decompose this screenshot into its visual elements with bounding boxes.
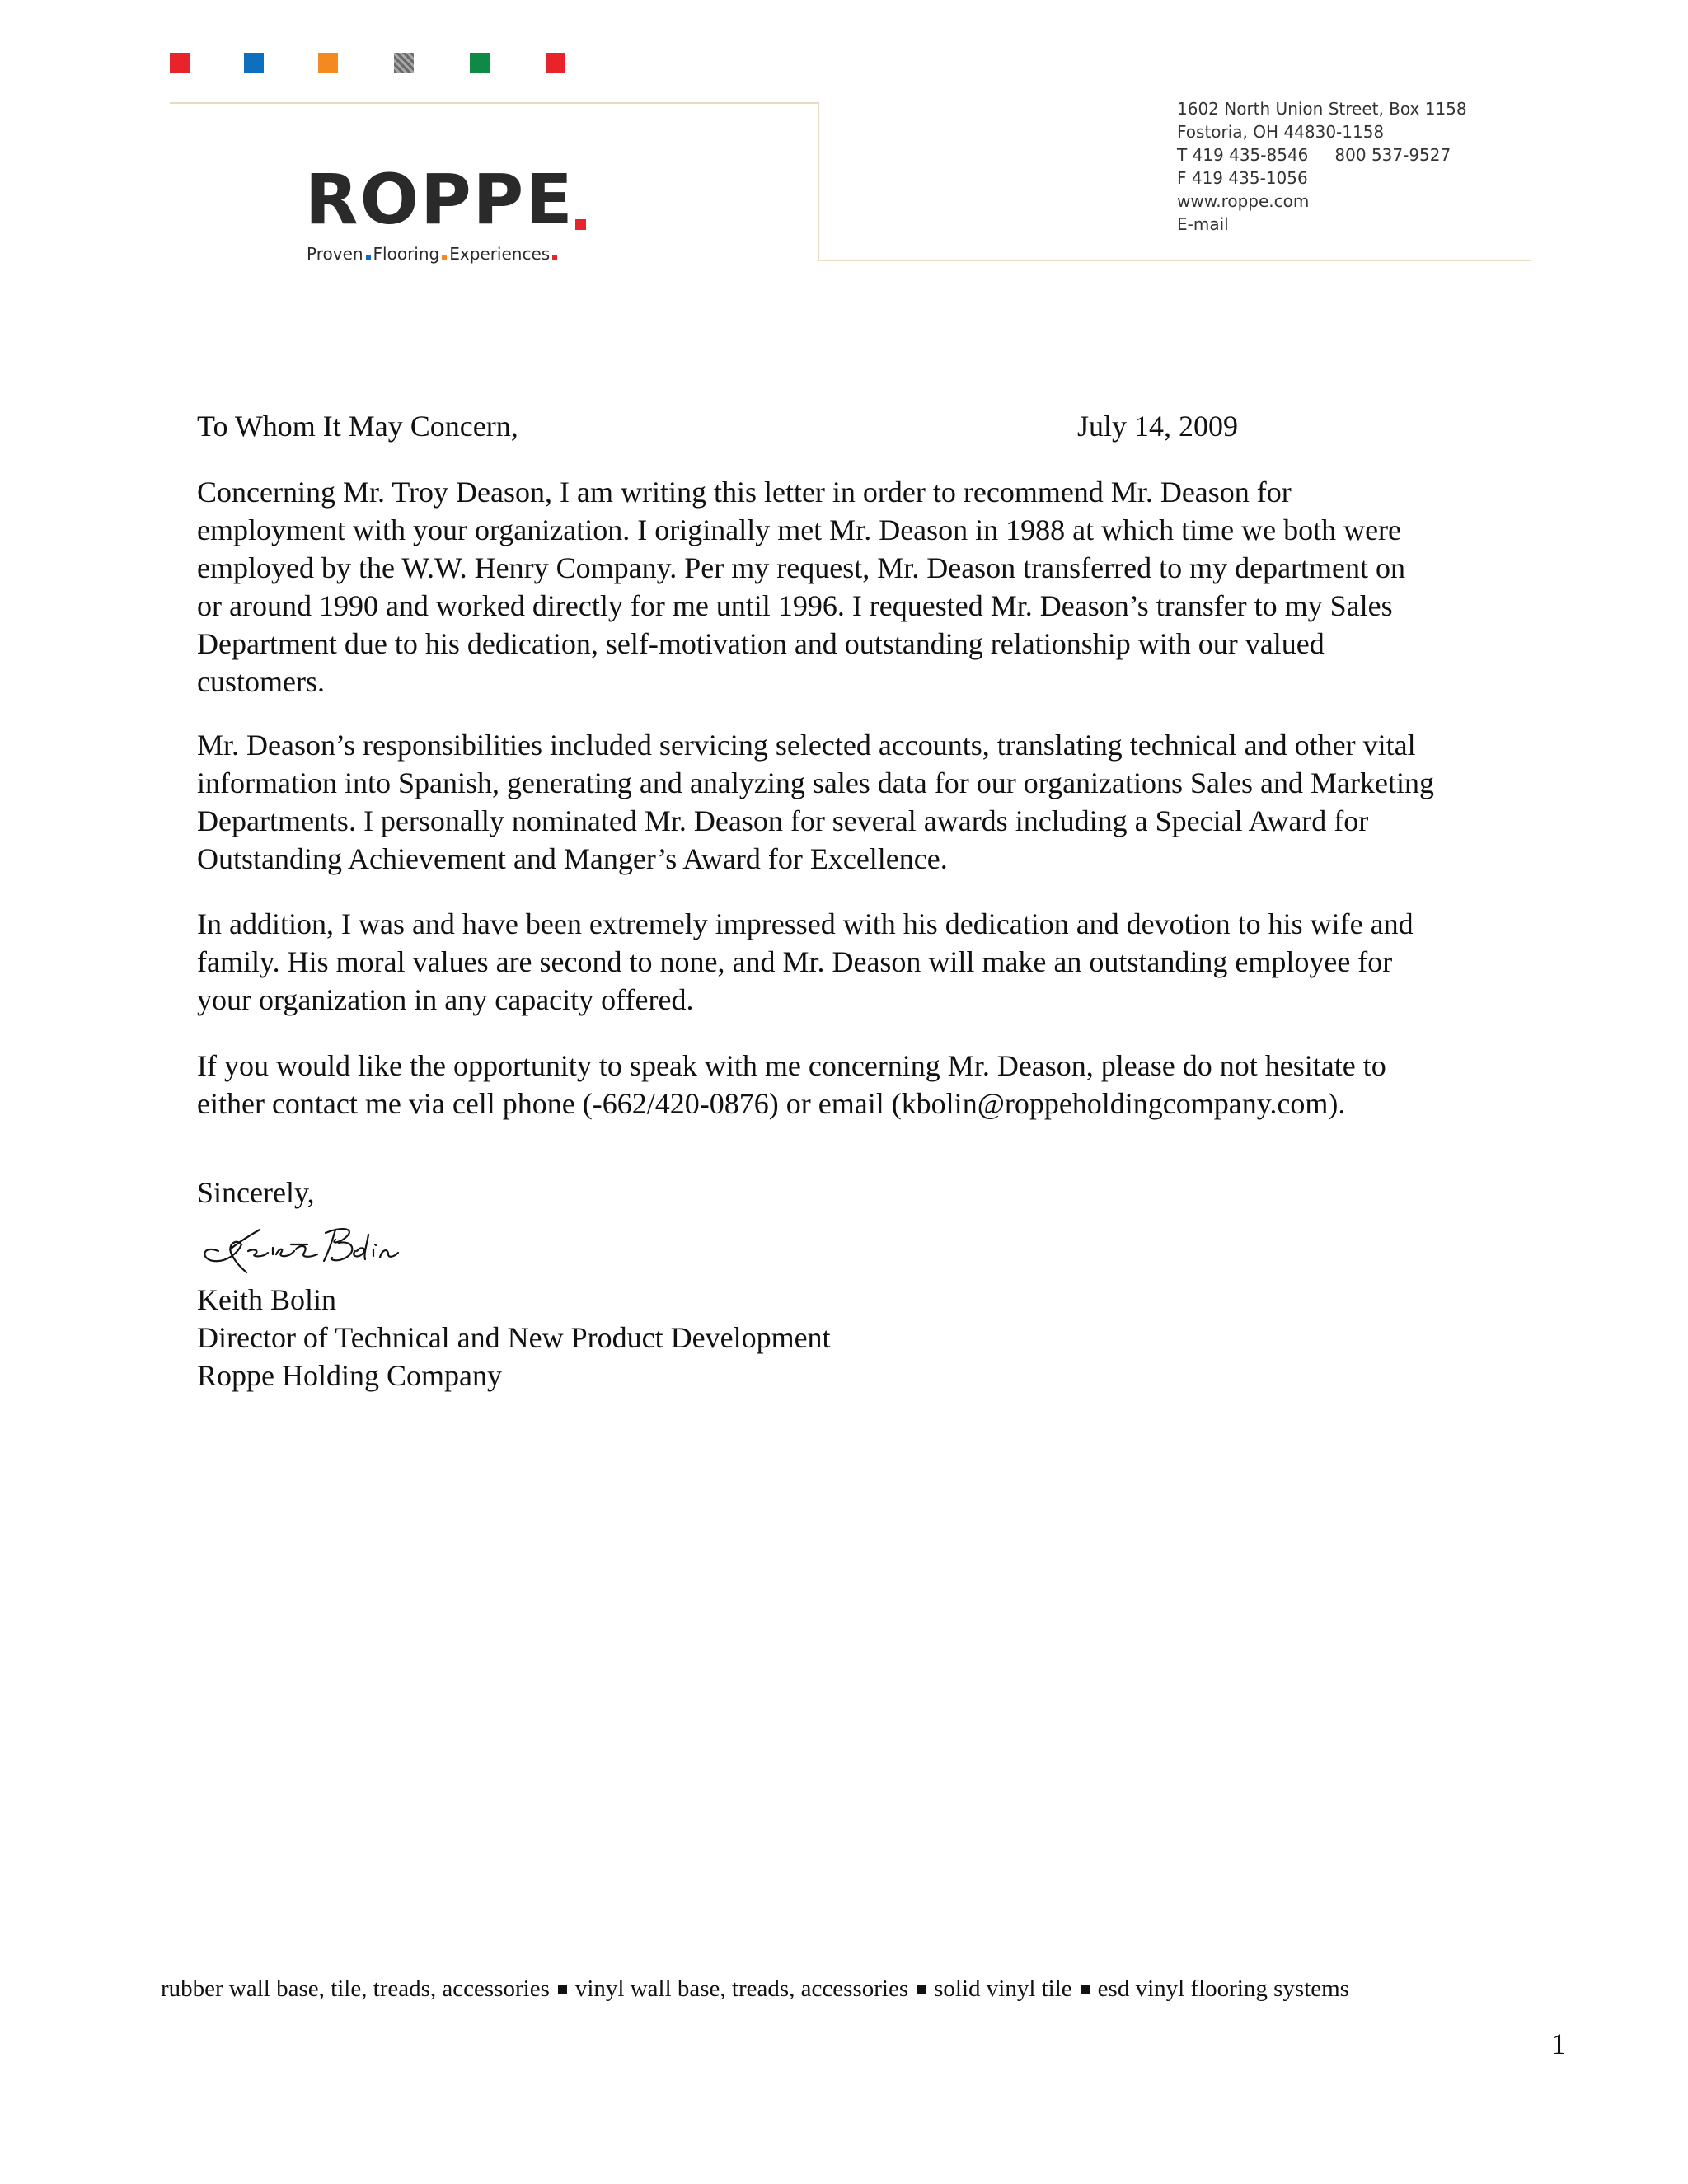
footer-bullet — [917, 1985, 926, 1994]
color-square-green — [470, 53, 490, 73]
letter-body — [194, 407, 1565, 1392]
logo-wordmark: ROPPE — [305, 159, 574, 240]
footer-item: solid vinyl tile — [934, 1975, 1072, 2002]
footer-product-line — [161, 1975, 1562, 2003]
signer-name: Keith Bolin — [197, 1283, 336, 1316]
signer-title: Director of Technical and New Product Development — [197, 1321, 831, 1354]
footer-item: vinyl wall base, treads, accessories — [574, 1975, 909, 2002]
color-squares — [170, 53, 565, 73]
address-line-2: Fostoria, OH 44830-1158 — [1177, 122, 1385, 142]
tagline-dot — [366, 255, 371, 260]
roppe-logo — [305, 159, 602, 272]
salutation-row — [197, 407, 1565, 445]
address-line-1: 1602 North Union Street, Box 1158 — [1177, 99, 1467, 119]
page-number: 1 — [1551, 2027, 1566, 2060]
tagline-part: Flooring — [373, 244, 440, 264]
color-square-gray — [394, 53, 414, 73]
paragraph-2: Mr. Deason’s responsibilities included servicing selected accounts, translating technical and other vital information into Spanish, generating and analyzing sales data for our organizations Sales and Marketing Departments. I personally nominated Mr. Deason for several awards including a Special Award for Outstanding Achievement and Manger’s Award for Excellence. — [197, 729, 1434, 875]
paragraph-3: In addition, I was and have been extremely impressed with his dedication and devotion to his wife and family. His moral values are second to none, and Mr. Deason will make an outstanding employee for your organization in any capacity offered. — [197, 907, 1414, 1016]
handwritten-signature — [194, 1212, 441, 1277]
footer-item: esd vinyl flooring systems — [1097, 1975, 1349, 2002]
closing: Sincerely, — [197, 1176, 315, 1209]
signature-block — [197, 1281, 831, 1394]
letter-date: July 14, 2009 — [1077, 410, 1239, 443]
paragraph-1: Concerning Mr. Troy Deason, I am writing this letter in order to recommend Mr. Deason for employment with your organization. I originally met Mr. Deason in 1988 at which time we both were employed by the W.W. Henry Company. Per my request, Mr. Deason transferred to my department on or around 1990 and worked directly for me until 1996. I requested Mr. Deason’s transfer to my Sales Department due to his dedication, self-motivation and outstanding relationship with our valued customers. — [197, 476, 1406, 698]
color-square-red — [170, 53, 190, 73]
phone-number: T 419 435-8546 — [1177, 145, 1309, 165]
signer-company: Roppe Holding Company — [197, 1359, 502, 1392]
tollfree-number: 800 537-9527 — [1334, 145, 1451, 165]
tagline-part: Experiences — [449, 244, 551, 264]
address-phones — [1177, 143, 1523, 166]
logo-dot — [575, 219, 586, 230]
header-rule-vertical — [818, 102, 819, 261]
footer-bullet — [1081, 1985, 1090, 1994]
website-link[interactable]: www.roppe.com — [1177, 191, 1310, 211]
color-square-red-2 — [546, 53, 565, 73]
paragraph-4: If you would like the opportunity to speak with me concerning Mr. Deason, please do not hesitate to either contact me via cell phone (-662/420-0876) or email (kbolin@roppeholdingcompany.com). — [197, 1049, 1386, 1120]
address-block — [1177, 97, 1523, 236]
color-square-orange — [318, 53, 338, 73]
header-rule-bottom — [818, 260, 1531, 261]
header-rule-top — [170, 102, 818, 104]
footer-bullet — [558, 1985, 567, 1994]
email-link[interactable]: E-mail — [1177, 214, 1229, 234]
footer-item: rubber wall base, tile, treads, accessories — [161, 1975, 550, 2002]
color-square-blue — [244, 53, 264, 73]
tagline-dot — [552, 255, 557, 260]
salutation: To Whom It May Concern, — [197, 410, 518, 443]
logo-tagline — [307, 244, 560, 264]
tagline-dot — [442, 255, 447, 260]
fax-number: F 419 435-1056 — [1177, 168, 1308, 188]
tagline-part: Proven — [307, 244, 363, 264]
